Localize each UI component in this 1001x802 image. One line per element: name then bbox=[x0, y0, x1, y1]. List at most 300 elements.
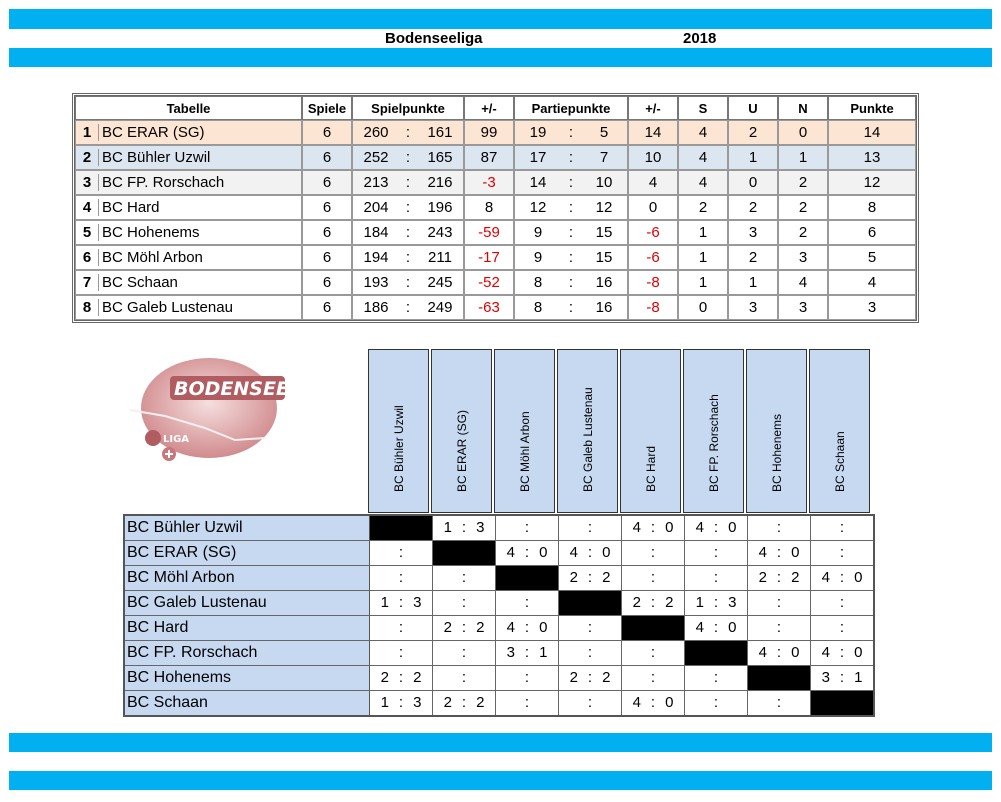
spielpunkte-against: 211 bbox=[428, 249, 452, 266]
matrix-result-cell bbox=[748, 541, 811, 565]
games-cell: 6 bbox=[302, 145, 352, 170]
matrix-row bbox=[125, 641, 873, 666]
score-away: 3 bbox=[413, 694, 422, 711]
u-cell: 1 bbox=[728, 145, 778, 170]
score-home: 3 bbox=[821, 669, 830, 686]
s-cell: 1 bbox=[678, 245, 728, 270]
matrix-row-label: BC Möhl Arbon bbox=[125, 566, 370, 590]
matrix-col-label: BC Möhl Arbon bbox=[517, 411, 532, 492]
u-cell: 1 bbox=[728, 270, 778, 295]
matrix-col-label: BC Hohenems bbox=[769, 413, 784, 492]
separator: : bbox=[713, 519, 719, 536]
partiepunkte bbox=[514, 145, 628, 170]
team-name: BC Hard bbox=[102, 199, 160, 216]
spielpunkte-for: 194 bbox=[363, 249, 389, 266]
matrix-col-label: BC Hard bbox=[643, 445, 658, 492]
matrix-row bbox=[125, 566, 873, 591]
partiepunkte-for: 17 bbox=[529, 149, 547, 166]
score-home: 4 bbox=[632, 519, 641, 536]
matrix-self-cell bbox=[559, 591, 622, 615]
partiepunkte-for: 8 bbox=[533, 299, 543, 316]
separator: : bbox=[524, 669, 530, 686]
separator: : bbox=[776, 544, 782, 561]
matrix-result-cell bbox=[370, 666, 433, 690]
sp-diff-cell: -52 bbox=[464, 270, 514, 295]
matrix-row bbox=[125, 516, 873, 541]
separator: : bbox=[650, 694, 656, 711]
score-home: 2 bbox=[443, 694, 452, 711]
score-home: 1 bbox=[380, 594, 389, 611]
matrix-result-cell bbox=[685, 691, 748, 715]
spielpunkte-for: 193 bbox=[363, 274, 389, 291]
spielpunkte-for: 252 bbox=[363, 149, 389, 166]
matrix-self-cell bbox=[370, 516, 433, 540]
s-cell: 4 bbox=[678, 120, 728, 145]
separator: : bbox=[713, 694, 719, 711]
partiepunkte-for: 12 bbox=[529, 199, 547, 216]
matrix-result-cell bbox=[496, 616, 559, 640]
matrix-result-cell bbox=[811, 541, 873, 565]
separator: : bbox=[839, 669, 845, 686]
matrix-result-cell bbox=[370, 641, 433, 665]
separator: : bbox=[568, 224, 574, 241]
separator: : bbox=[568, 124, 574, 141]
separator: : bbox=[405, 149, 411, 166]
score-away: 3 bbox=[413, 594, 422, 611]
matrix-col-header bbox=[431, 349, 492, 513]
games-cell: 6 bbox=[302, 170, 352, 195]
standings-row bbox=[75, 195, 916, 220]
separator: : bbox=[650, 569, 656, 586]
matrix-col-header bbox=[683, 349, 744, 513]
score-home: 2 bbox=[569, 669, 578, 686]
partiepunkte-against: 16 bbox=[595, 274, 613, 291]
team-cell bbox=[75, 245, 302, 270]
matrix-col-label: BC Schaan bbox=[832, 431, 847, 492]
score-away: 2 bbox=[476, 619, 485, 636]
standings-row bbox=[75, 245, 916, 270]
matrix-self-cell bbox=[748, 666, 811, 690]
matrix-result-cell bbox=[370, 691, 433, 715]
n-cell: 3 bbox=[778, 245, 828, 270]
partiepunkte-against: 7 bbox=[599, 149, 609, 166]
matrix-result-cell bbox=[370, 541, 433, 565]
partiepunkte bbox=[514, 170, 628, 195]
standings-row bbox=[75, 120, 916, 145]
s-cell: 0 bbox=[678, 295, 728, 320]
matrix-result-cell bbox=[748, 591, 811, 615]
separator: : bbox=[405, 199, 411, 216]
n-cell: 2 bbox=[778, 220, 828, 245]
matrix-result-cell bbox=[496, 541, 559, 565]
score-away: 0 bbox=[791, 644, 800, 661]
separator: : bbox=[587, 544, 593, 561]
separator: : bbox=[405, 299, 411, 316]
standings-header-9: Punkte bbox=[828, 96, 916, 120]
matrix-self-cell bbox=[622, 616, 685, 640]
matrix-result-cell bbox=[496, 641, 559, 665]
games-cell: 6 bbox=[302, 245, 352, 270]
svg-text:BODENSEE: BODENSEE bbox=[174, 378, 289, 400]
matrix-result-cell bbox=[496, 516, 559, 540]
separator: : bbox=[713, 569, 719, 586]
team-cell bbox=[75, 170, 302, 195]
spielpunkte bbox=[352, 245, 464, 270]
spielpunkte-against: 243 bbox=[427, 224, 453, 241]
partiepunkte bbox=[514, 295, 628, 320]
standings-header-4: Partiepunkte bbox=[514, 96, 628, 120]
separator: : bbox=[650, 669, 656, 686]
standings-header-6: S bbox=[678, 96, 728, 120]
points-cell: 14 bbox=[828, 120, 916, 145]
pp-diff-cell: 0 bbox=[628, 195, 678, 220]
score-away: 0 bbox=[854, 569, 863, 586]
points-cell: 13 bbox=[828, 145, 916, 170]
partiepunkte-against: 10 bbox=[595, 174, 613, 191]
partiepunkte-against: 12 bbox=[595, 199, 613, 216]
matrix-result-cell bbox=[622, 591, 685, 615]
matrix-result-cell bbox=[811, 566, 873, 590]
score-away: 2 bbox=[413, 669, 422, 686]
matrix-row bbox=[125, 616, 873, 641]
points-cell: 12 bbox=[828, 170, 916, 195]
matrix-self-cell bbox=[496, 566, 559, 590]
matrix-row-label: BC FP. Rorschach bbox=[125, 641, 370, 665]
bottom-band-1 bbox=[9, 733, 992, 752]
points-cell: 6 bbox=[828, 220, 916, 245]
s-cell: 1 bbox=[678, 220, 728, 245]
pp-diff-cell: -6 bbox=[628, 220, 678, 245]
team-name: BC Hohenems bbox=[102, 224, 200, 241]
matrix-row-label: BC Hard bbox=[125, 616, 370, 640]
separator: : bbox=[839, 619, 845, 636]
n-cell: 2 bbox=[778, 195, 828, 220]
team-cell bbox=[75, 120, 302, 145]
score-away: 0 bbox=[728, 519, 737, 536]
pp-diff-cell: -8 bbox=[628, 270, 678, 295]
matrix-result-cell bbox=[685, 591, 748, 615]
spielpunkte-against: 245 bbox=[427, 274, 453, 291]
spielpunkte-for: 184 bbox=[363, 224, 389, 241]
standings-row bbox=[75, 145, 916, 170]
spielpunkte-against: 161 bbox=[427, 124, 453, 141]
separator: : bbox=[776, 594, 782, 611]
score-home: 4 bbox=[506, 544, 515, 561]
standings-table bbox=[72, 93, 919, 323]
matrix-self-cell bbox=[811, 691, 873, 715]
standings-header-2: Spielpunkte bbox=[352, 96, 464, 120]
separator: : bbox=[405, 224, 411, 241]
standings-header-7: U bbox=[728, 96, 778, 120]
matrix-result-cell bbox=[748, 516, 811, 540]
separator: : bbox=[839, 594, 845, 611]
separator: : bbox=[398, 569, 404, 586]
separator: : bbox=[650, 594, 656, 611]
score-away: 0 bbox=[791, 544, 800, 561]
score-home: 4 bbox=[506, 619, 515, 636]
score-away: 2 bbox=[791, 569, 800, 586]
sp-diff-cell: -63 bbox=[464, 295, 514, 320]
score-away: 1 bbox=[539, 644, 548, 661]
spielpunkte-for: 260 bbox=[363, 124, 389, 141]
separator: : bbox=[839, 569, 845, 586]
rank: 6 bbox=[76, 249, 99, 266]
sp-diff-cell: -59 bbox=[464, 220, 514, 245]
matrix-result-cell bbox=[622, 516, 685, 540]
score-home: 2 bbox=[380, 669, 389, 686]
spielpunkte-for: 204 bbox=[363, 199, 389, 216]
separator: : bbox=[713, 594, 719, 611]
team-cell bbox=[75, 270, 302, 295]
matrix-result-cell bbox=[559, 666, 622, 690]
spielpunkte bbox=[352, 195, 464, 220]
separator: : bbox=[776, 519, 782, 536]
separator: : bbox=[461, 644, 467, 661]
matrix-result-cell bbox=[496, 666, 559, 690]
sp-diff-cell: -17 bbox=[464, 245, 514, 270]
separator: : bbox=[587, 669, 593, 686]
score-away: 0 bbox=[665, 694, 674, 711]
u-cell: 2 bbox=[728, 245, 778, 270]
svg-text:LIGA: LIGA bbox=[163, 434, 190, 445]
matrix-result-cell bbox=[811, 591, 873, 615]
rank: 1 bbox=[76, 124, 99, 141]
team-name: BC Bühler Uzwil bbox=[102, 149, 211, 166]
top-band-1 bbox=[9, 9, 992, 29]
standings-header-0: Tabelle bbox=[75, 96, 302, 120]
separator: : bbox=[405, 274, 411, 291]
pp-diff-cell: 14 bbox=[628, 120, 678, 145]
separator: : bbox=[405, 249, 411, 266]
games-cell: 6 bbox=[302, 270, 352, 295]
matrix-row-label: BC Hohenems bbox=[125, 666, 370, 690]
matrix-self-cell bbox=[433, 541, 496, 565]
matrix-result-cell bbox=[622, 566, 685, 590]
matrix-result-cell bbox=[370, 616, 433, 640]
matrix-result-cell bbox=[370, 566, 433, 590]
rank: 4 bbox=[76, 199, 99, 216]
matrix-row bbox=[125, 691, 873, 715]
separator: : bbox=[587, 569, 593, 586]
matrix-result-cell bbox=[496, 591, 559, 615]
matrix-row bbox=[125, 541, 873, 566]
games-cell: 6 bbox=[302, 295, 352, 320]
sp-diff-cell: 87 bbox=[464, 145, 514, 170]
standings-header-5: +/- bbox=[628, 96, 678, 120]
rank: 5 bbox=[76, 224, 99, 241]
separator: : bbox=[461, 594, 467, 611]
separator: : bbox=[568, 274, 574, 291]
separator: : bbox=[568, 174, 574, 191]
separator: : bbox=[398, 669, 404, 686]
matrix-result-cell bbox=[433, 616, 496, 640]
score-home: 1 bbox=[380, 694, 389, 711]
separator: : bbox=[713, 669, 719, 686]
partiepunkte-for: 9 bbox=[533, 224, 543, 241]
games-cell: 6 bbox=[302, 220, 352, 245]
matrix-result-cell bbox=[748, 566, 811, 590]
points-cell: 3 bbox=[828, 295, 916, 320]
games-cell: 6 bbox=[302, 195, 352, 220]
matrix-result-cell bbox=[811, 616, 873, 640]
separator: : bbox=[568, 149, 574, 166]
score-home: 3 bbox=[506, 644, 515, 661]
pp-diff-cell: 4 bbox=[628, 170, 678, 195]
separator: : bbox=[398, 694, 404, 711]
spielpunkte-for: 213 bbox=[363, 174, 389, 191]
team-cell bbox=[75, 295, 302, 320]
matrix-result-cell bbox=[559, 541, 622, 565]
spielpunkte bbox=[352, 120, 464, 145]
matrix-result-cell bbox=[622, 541, 685, 565]
spielpunkte bbox=[352, 170, 464, 195]
matrix-result-cell bbox=[559, 516, 622, 540]
matrix-row-label: BC Galeb Lustenau bbox=[125, 591, 370, 615]
partiepunkte-for: 9 bbox=[533, 249, 543, 266]
n-cell: 2 bbox=[778, 170, 828, 195]
standings-header-8: N bbox=[778, 96, 828, 120]
partiepunkte-for: 19 bbox=[529, 124, 547, 141]
partiepunkte bbox=[514, 220, 628, 245]
matrix-col-label: BC ERAR (SG) bbox=[454, 409, 469, 492]
standings-row bbox=[75, 220, 916, 245]
score-home: 1 bbox=[695, 594, 704, 611]
score-away: 2 bbox=[476, 694, 485, 711]
matrix-result-cell bbox=[433, 666, 496, 690]
u-cell: 3 bbox=[728, 220, 778, 245]
separator: : bbox=[461, 694, 467, 711]
matrix-row bbox=[125, 666, 873, 691]
separator: : bbox=[461, 619, 467, 636]
matrix-result-cell bbox=[811, 516, 873, 540]
score-away: 0 bbox=[539, 619, 548, 636]
separator: : bbox=[587, 619, 593, 636]
matrix-col-header bbox=[494, 349, 555, 513]
matrix-result-cell bbox=[622, 691, 685, 715]
matrix-result-cell bbox=[622, 641, 685, 665]
matrix-result-cell bbox=[811, 641, 873, 665]
matrix-result-cell bbox=[685, 666, 748, 690]
separator: : bbox=[568, 299, 574, 316]
separator: : bbox=[398, 619, 404, 636]
separator: : bbox=[568, 249, 574, 266]
u-cell: 3 bbox=[728, 295, 778, 320]
score-home: 2 bbox=[632, 594, 641, 611]
matrix-header bbox=[366, 347, 872, 515]
n-cell: 3 bbox=[778, 295, 828, 320]
rank: 2 bbox=[76, 149, 99, 166]
matrix-col-header bbox=[557, 349, 618, 513]
separator: : bbox=[713, 544, 719, 561]
matrix-row-label: BC Bühler Uzwil bbox=[125, 516, 370, 540]
rank: 8 bbox=[76, 299, 99, 316]
matrix-col-header bbox=[620, 349, 681, 513]
bodensee-liga-logo bbox=[125, 350, 295, 465]
top-band-2 bbox=[9, 48, 992, 67]
standings-row bbox=[75, 270, 916, 295]
separator: : bbox=[524, 544, 530, 561]
separator: : bbox=[587, 694, 593, 711]
matrix-result-cell bbox=[433, 691, 496, 715]
n-cell: 4 bbox=[778, 270, 828, 295]
spielpunkte-for: 186 bbox=[363, 299, 389, 316]
separator: : bbox=[776, 644, 782, 661]
pp-diff-cell: -8 bbox=[628, 295, 678, 320]
separator: : bbox=[461, 569, 467, 586]
matrix-result-cell bbox=[685, 541, 748, 565]
separator: : bbox=[405, 124, 411, 141]
matrix-result-cell bbox=[433, 641, 496, 665]
spielpunkte-against: 196 bbox=[427, 199, 453, 216]
team-name: BC Galeb Lustenau bbox=[102, 299, 233, 316]
separator: : bbox=[587, 519, 593, 536]
team-cell bbox=[75, 145, 302, 170]
partiepunkte bbox=[514, 120, 628, 145]
partiepunkte-for: 8 bbox=[533, 274, 543, 291]
points-cell: 4 bbox=[828, 270, 916, 295]
separator: : bbox=[650, 644, 656, 661]
s-cell: 1 bbox=[678, 270, 728, 295]
score-away: 0 bbox=[728, 619, 737, 636]
score-home: 4 bbox=[695, 519, 704, 536]
bottom-band-2 bbox=[9, 771, 992, 790]
matrix-row bbox=[125, 591, 873, 616]
separator: : bbox=[839, 519, 845, 536]
spielpunkte-against: 165 bbox=[427, 149, 453, 166]
spielpunkte bbox=[352, 270, 464, 295]
separator: : bbox=[839, 644, 845, 661]
matrix-result-cell bbox=[622, 666, 685, 690]
matrix-result-cell bbox=[496, 691, 559, 715]
matrix-result-cell bbox=[559, 691, 622, 715]
n-cell: 1 bbox=[778, 145, 828, 170]
separator: : bbox=[568, 199, 574, 216]
separator: : bbox=[398, 594, 404, 611]
separator: : bbox=[461, 519, 467, 536]
separator: : bbox=[405, 174, 411, 191]
matrix-result-cell bbox=[811, 666, 873, 690]
score-home: 2 bbox=[443, 619, 452, 636]
separator: : bbox=[650, 544, 656, 561]
separator: : bbox=[839, 544, 845, 561]
team-name: BC ERAR (SG) bbox=[102, 124, 205, 141]
matrix-col-header bbox=[368, 349, 429, 513]
matrix-col-label: BC Bühler Uzwil bbox=[391, 405, 406, 492]
page-title: Bodenseeliga bbox=[385, 30, 483, 47]
score-away: 2 bbox=[602, 669, 611, 686]
matrix-row-label: BC Schaan bbox=[125, 691, 370, 715]
score-home: 1 bbox=[443, 519, 452, 536]
sp-diff-cell: 99 bbox=[464, 120, 514, 145]
team-name: BC Schaan bbox=[102, 274, 178, 291]
separator: : bbox=[776, 694, 782, 711]
matrix-result-cell bbox=[685, 566, 748, 590]
separator: : bbox=[713, 619, 719, 636]
matrix-result-cell bbox=[433, 566, 496, 590]
separator: : bbox=[776, 569, 782, 586]
matrix-result-cell bbox=[685, 516, 748, 540]
matrix-result-cell bbox=[559, 616, 622, 640]
score-away: 0 bbox=[665, 519, 674, 536]
score-home: 2 bbox=[569, 569, 578, 586]
rank: 7 bbox=[76, 274, 99, 291]
standings-row bbox=[75, 170, 916, 195]
separator: : bbox=[650, 519, 656, 536]
partiepunkte bbox=[514, 245, 628, 270]
pp-diff-cell: 10 bbox=[628, 145, 678, 170]
score-home: 2 bbox=[758, 569, 767, 586]
partiepunkte bbox=[514, 270, 628, 295]
